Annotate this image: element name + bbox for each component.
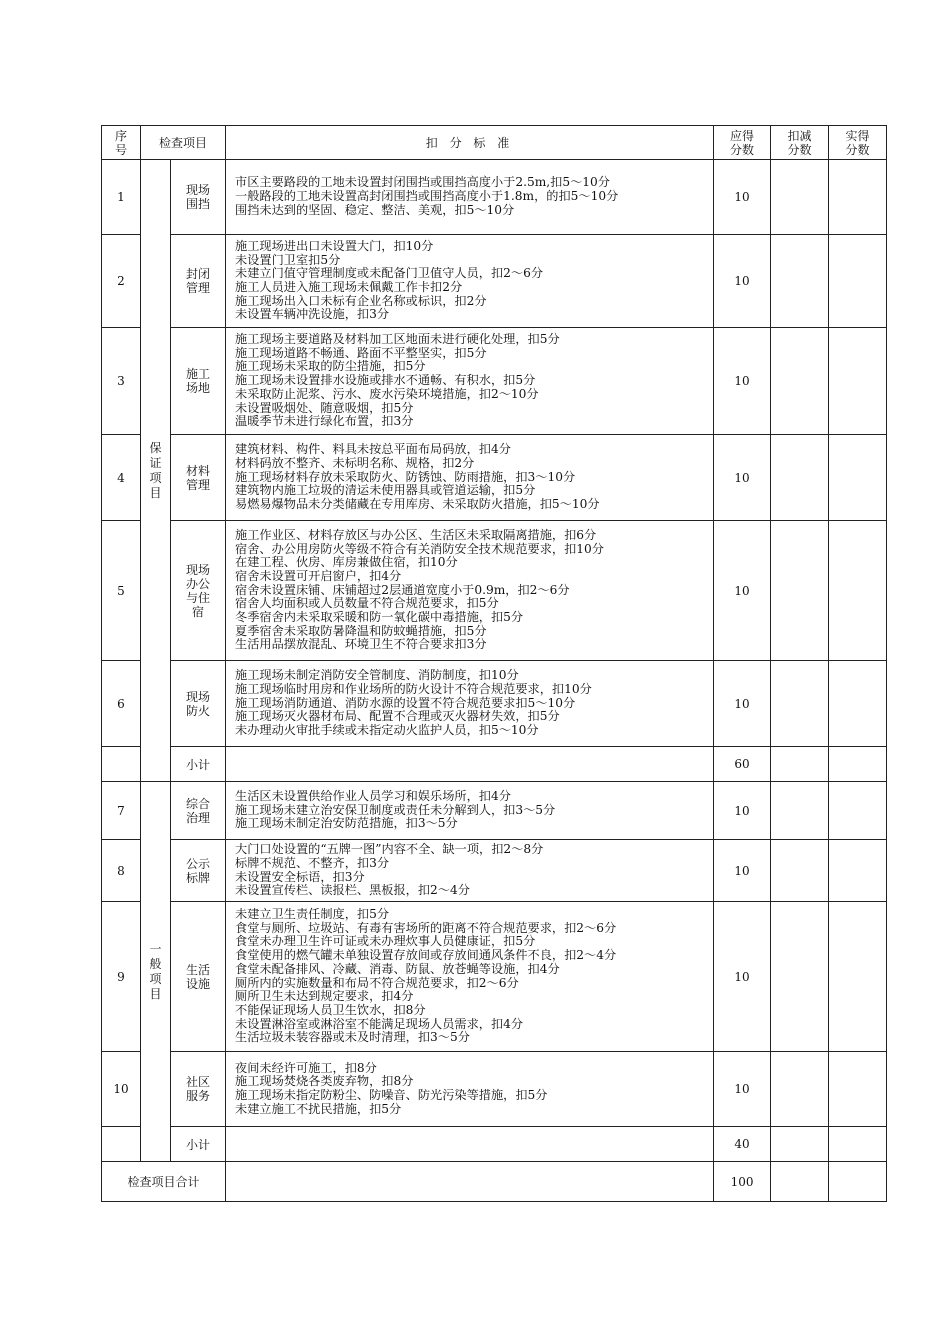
row-criteria	[226, 1052, 714, 1127]
row-actual[interactable]	[829, 840, 887, 902]
criteria-line: 市区主要路段的工地未设置封闭围挡或围挡高度小于2.5m,扣5～10分	[235, 175, 610, 190]
criteria-line: 施工现场未采取的防尘措施，扣5分	[235, 359, 426, 374]
row-seq: 2	[102, 235, 141, 328]
header-actual: 实得分数	[829, 126, 887, 160]
row-deducted[interactable]	[771, 840, 829, 902]
row-seq: 3	[102, 328, 141, 435]
criteria-line: 材料码放不整齐、未标明名称、规格，扣2分	[235, 455, 475, 470]
subtotal-label: 小计	[171, 1127, 226, 1162]
row-item	[171, 521, 226, 661]
row-actual[interactable]	[829, 328, 887, 435]
criteria-line: 厕所内的实施数量和布局不符合规范要求，扣2～6分	[235, 975, 519, 990]
criteria-line: 一般路段的工地未设置高封闭围挡或围挡高度小于1.8m，的扣5～10分	[235, 189, 619, 204]
row-criteria	[226, 840, 714, 902]
subtotal-label: 小计	[171, 747, 226, 782]
header-row	[102, 126, 887, 160]
criteria-line: 未办理动火审批手续或未指定动火监护人员，扣5～10分	[235, 723, 539, 738]
row-item	[171, 902, 226, 1052]
row-seq: 10	[102, 1052, 141, 1127]
criteria-line: 未设置宣传栏、读报栏、黑板报，扣2～4分	[235, 883, 470, 898]
row-criteria	[226, 782, 714, 840]
row-item-label: 材料管理	[185, 463, 210, 492]
criteria-line: 施工现场材料存放未采取防火、防锈蚀、防雨措施，扣3～10分	[235, 469, 576, 484]
row-score: 10	[714, 328, 771, 435]
criteria-line: 施工现场消防通道、消防水源的设置不符合规范要求扣5～10分	[235, 695, 576, 710]
row-criteria	[226, 661, 714, 747]
criteria-line: 夜间未经许可施工，扣8分	[235, 1060, 377, 1075]
table-row	[102, 1052, 887, 1127]
row-actual[interactable]	[829, 235, 887, 328]
criteria-line: 夏季宿舍未采取防暑降温和防蚊蝇措施，扣5分	[235, 623, 487, 638]
subtotal-seq	[102, 747, 141, 782]
criteria-line: 施工现场主要道路及材料加工区地面未进行硬化处理，扣5分	[235, 332, 560, 347]
subtotal-seq	[102, 1127, 141, 1162]
table-row	[102, 328, 887, 435]
table-row	[102, 782, 887, 840]
criteria-line: 未设置淋浴室或淋浴室不能满足现场人员需求，扣4分	[235, 1016, 524, 1031]
row-seq: 1	[102, 160, 141, 235]
group-label	[141, 160, 171, 782]
row-deducted[interactable]	[771, 902, 829, 1052]
total-actual[interactable]	[829, 1162, 887, 1202]
table-row	[102, 521, 887, 661]
row-item-label: 综合治理	[185, 796, 210, 825]
total-label: 检查项目合计	[102, 1162, 226, 1202]
row-seq: 9	[102, 902, 141, 1052]
row-score: 10	[714, 235, 771, 328]
row-item	[171, 661, 226, 747]
row-actual[interactable]	[829, 661, 887, 747]
header-should-score: 应得分数	[714, 126, 771, 160]
total-score: 100	[714, 1162, 771, 1202]
row-deducted[interactable]	[771, 235, 829, 328]
criteria-line: 未设置吸烟处、随意吸烟，扣5分	[235, 400, 414, 415]
row-item	[171, 435, 226, 521]
criteria-line: 食堂未办理卫生许可证或未办理炊事人员健康证，扣5分	[235, 934, 536, 949]
subtotal-row	[102, 1127, 887, 1162]
row-item	[171, 840, 226, 902]
criteria-line: 未建立卫生责任制度，扣5分	[235, 906, 390, 921]
criteria-line: 生活垃圾未装容器或未及时清理，扣3～5分	[235, 1030, 470, 1045]
subtotal-row	[102, 747, 887, 782]
total-deducted[interactable]	[771, 1162, 829, 1202]
criteria-line: 生活区未设置供给作业人员学习和娱乐场所，扣4分	[235, 788, 511, 803]
row-deducted[interactable]	[771, 1052, 829, 1127]
subtotal-score: 60	[714, 747, 771, 782]
row-criteria	[226, 328, 714, 435]
subtotal-deducted[interactable]	[771, 747, 829, 782]
criteria-line: 温暖季节未进行绿化布置，扣3分	[235, 414, 414, 429]
row-actual[interactable]	[829, 435, 887, 521]
criteria-line: 食堂未配备排风、冷藏、消毒、防鼠、放苍蝇等设施，扣4分	[235, 961, 560, 976]
criteria-line: 未设置门卫室扣5分	[235, 252, 341, 267]
criteria-line: 在建工程、伙房、库房兼做住宿，扣10分	[235, 555, 458, 570]
criteria-line: 不能保证现场人员卫生饮水，扣8分	[235, 1002, 426, 1017]
criteria-line: 易燃易爆物品未分类储藏在专用库房、未采取防火措施，扣5～10分	[235, 497, 600, 512]
criteria-line: 未建立门值守管理制度或未配备门卫值守人员，扣2～6分	[235, 266, 544, 281]
subtotal-deducted[interactable]	[771, 1127, 829, 1162]
row-deducted[interactable]	[771, 435, 829, 521]
row-score: 10	[714, 661, 771, 747]
subtotal-score: 40	[714, 1127, 771, 1162]
criteria-line: 施工现场未设置排水设施或排水不通畅、有积水，扣5分	[235, 373, 536, 388]
row-actual[interactable]	[829, 521, 887, 661]
row-deducted[interactable]	[771, 782, 829, 840]
row-criteria	[226, 902, 714, 1052]
group-label	[141, 782, 171, 1162]
row-item	[171, 1052, 226, 1127]
row-criteria	[226, 521, 714, 661]
criteria-line: 宿舍未设置可开启窗户，扣4分	[235, 568, 402, 583]
criteria-line: 施工现场焚烧各类废弃物，扣8分	[235, 1074, 414, 1089]
criteria-line: 未设置车辆冲洗设施，扣3分	[235, 307, 390, 322]
row-score: 10	[714, 160, 771, 235]
criteria-line: 冬季宿舍内未采取采暖和防一氧化碳中毒措施，扣5分	[235, 610, 524, 625]
criteria-line: 厕所卫生未达到规定要求，扣4分	[235, 989, 414, 1004]
criteria-line: 宿舍人均面积或人员数量不符合规范要求，扣5分	[235, 596, 499, 611]
header-check-item: 检查项目	[141, 126, 226, 160]
header-seq: 序号	[102, 126, 141, 160]
criteria-line: 施工人员进入施工现场未佩戴工作卡扣2分	[235, 280, 463, 294]
row-deducted[interactable]	[771, 661, 829, 747]
table-row	[102, 902, 887, 1052]
criteria-line: 施工现场道路不畅通、路面不平整坚实，扣5分	[235, 345, 487, 360]
group-label-text: 一般项目	[149, 941, 162, 1001]
inspection-table	[101, 125, 887, 1202]
row-seq: 8	[102, 840, 141, 902]
criteria-line: 宿舍未设置床铺、床铺超过2层通道宽度小于0.9m，扣2～6分	[235, 582, 570, 597]
criteria-line: 宿舍、办公用房防火等级不符合有关消防安全技术规范要求，扣10分	[235, 541, 604, 556]
subtotal-actual[interactable]	[829, 1127, 887, 1162]
row-criteria	[226, 160, 714, 235]
row-item-label: 现场办公与住宿	[185, 562, 210, 619]
criteria-line: 建筑物内施工垃圾的清运未使用器具或管道运输，扣5分	[235, 483, 536, 498]
subtotal-actual[interactable]	[829, 747, 887, 782]
row-item-label: 现场防火	[185, 689, 210, 718]
header-deducted: 扣减分数	[771, 126, 829, 160]
row-item-label: 生活设施	[185, 962, 210, 991]
row-criteria	[226, 435, 714, 521]
criteria-line: 未建立施工不扰民措施，扣5分	[235, 1101, 402, 1116]
table-row	[102, 160, 887, 235]
total-row	[102, 1162, 887, 1202]
criteria-line: 生活用品摆放混乱、环境卫生不符合要求扣3分	[235, 637, 487, 652]
row-score: 10	[714, 1052, 771, 1127]
row-item	[171, 328, 226, 435]
group-label-text: 保证项目	[149, 440, 162, 500]
row-score: 10	[714, 782, 771, 840]
table-row	[102, 661, 887, 747]
row-score: 10	[714, 840, 771, 902]
row-actual[interactable]	[829, 902, 887, 1052]
table-row	[102, 435, 887, 521]
row-actual[interactable]	[829, 782, 887, 840]
criteria-line: 大门口处设置的“五牌一图”内容不全、缺一项，扣2～8分	[235, 842, 544, 857]
criteria-line: 标牌不规范、不整齐，扣3分	[235, 855, 390, 870]
row-item-label: 社区服务	[185, 1075, 210, 1103]
row-item	[171, 160, 226, 235]
criteria-line: 未设置安全标语，扣3分	[235, 869, 365, 884]
row-item	[171, 782, 226, 840]
row-score: 10	[714, 435, 771, 521]
criteria-line: 未采取防止泥浆、污水、废水污染环境措施，扣2～10分	[235, 386, 539, 401]
criteria-line: 食堂使用的燃气罐未单独设置存放间或存放间通风条件不良，扣2～4分	[235, 948, 617, 963]
row-actual[interactable]	[829, 1052, 887, 1127]
criteria-line: 施工作业区、材料存放区与办公区、生活区未采取隔离措施，扣6分	[235, 527, 597, 542]
row-item-label: 施工场地	[185, 367, 210, 395]
row-seq: 7	[102, 782, 141, 840]
criteria-line: 施工现场临时用房和作业场所的防火设计不符合规范要求，扣10分	[235, 681, 592, 696]
criteria-line: 施工现场出入口未标有企业名称或标识，扣2分	[235, 293, 487, 308]
criteria-line: 施工现场进出口未设置大门，扣10分	[235, 238, 434, 253]
row-deducted[interactable]	[771, 160, 829, 235]
subtotal-criteria	[226, 747, 714, 782]
table-row	[102, 235, 887, 328]
row-item-label: 现场围挡	[185, 183, 210, 211]
criteria-line: 食堂与厕所、垃圾站、有毒有害场所的距离不符合规范要求，扣2～6分	[235, 920, 617, 935]
row-seq: 4	[102, 435, 141, 521]
criteria-line: 围挡未达到的坚固、稳定、整洁、美观，扣5～10分	[235, 202, 515, 217]
row-criteria	[226, 235, 714, 328]
criteria-line: 施工现场未指定防粉尘、防噪音、防光污染等措施，扣5分	[235, 1088, 548, 1102]
criteria-line: 施工现场未制定消防安全管制度、消防制度，扣10分	[235, 668, 519, 683]
criteria-line: 施工现场未建立治安保卫制度或责任未分解到人，扣3～5分	[235, 802, 556, 817]
header-criteria: 扣 分 标 准	[226, 126, 714, 160]
row-actual[interactable]	[829, 160, 887, 235]
row-deducted[interactable]	[771, 521, 829, 661]
row-deducted[interactable]	[771, 328, 829, 435]
row-item-label: 封闭管理	[185, 267, 210, 295]
criteria-line: 施工现场未制定治安防范措施，扣3～5分	[235, 816, 458, 831]
table-row	[102, 840, 887, 902]
total-criteria	[226, 1162, 714, 1202]
row-score: 10	[714, 902, 771, 1052]
row-item-label: 公示标牌	[185, 856, 210, 885]
row-item	[171, 235, 226, 328]
criteria-line: 施工现场灭火器材布局、配置不合理或灭火器材失效，扣5分	[235, 709, 560, 724]
criteria-line: 建筑材料、构件、料具未按总平面布局码放，扣4分	[235, 442, 511, 457]
row-seq: 6	[102, 661, 141, 747]
subtotal-criteria	[226, 1127, 714, 1162]
row-score: 10	[714, 521, 771, 661]
row-seq: 5	[102, 521, 141, 661]
